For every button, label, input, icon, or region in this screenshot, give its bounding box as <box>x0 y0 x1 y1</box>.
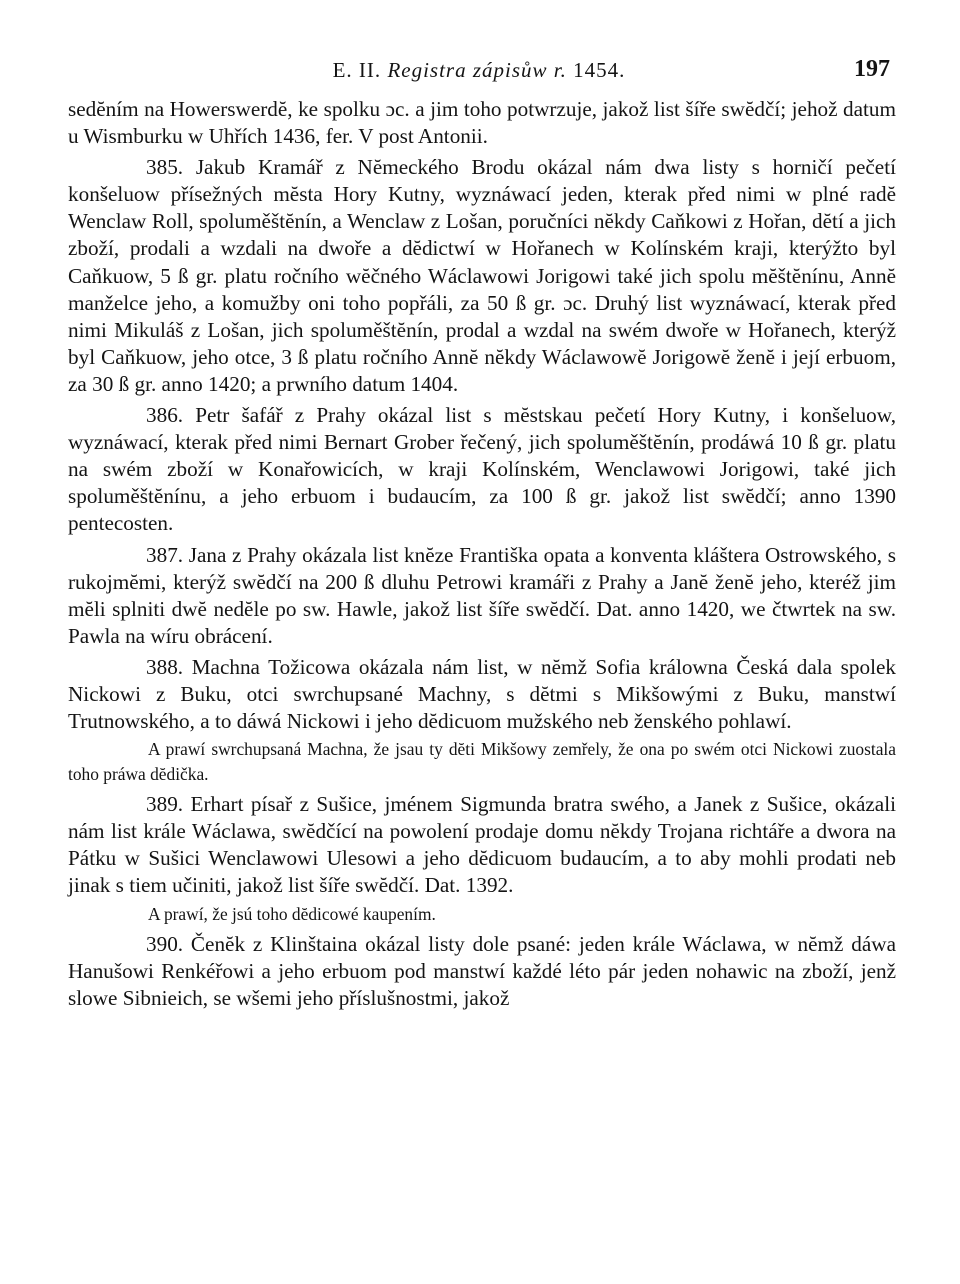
entry-386: 386. Petr šafář z Prahy okázal list s mĕstskau pečetí Hory Kutny, i konšeluow, wyznáwací, kterak před nimi Bernart Grober řečený, jich spoluměštĕnín, prodáwá 10 ß gr. platu na swém zboží w Konařowicích, w kraji Kolínském, Wenclawowi Jorigowi, také jich spoluměštĕnínu, a jeho erbuom i budaucím, za 100 ß gr. jakož list swĕdčí; anno 1390 pentecosten. <box>68 403 896 536</box>
running-head <box>68 58 890 83</box>
entry-390: 390. Čenĕk z Klinštaina okázal listy dole psané: jeden krále Wáclawa, w nĕmž dáwa Hanušowi Renkéřowi a jeho erbuom pod manstwí každé léto pár jeden nohawic na zboží, jenž slowe Sibnieich, se wšemi jeho příslušnostmi, jakož <box>68 931 896 1010</box>
paragraph-continued: sedĕním na Howerswerdĕ, ke spolku ɔc. a jim toho potwrzuje, jakož list šíře swĕdčí; jehož datum u Wismburku w Uhřích 1436, fer. V post Antonii. <box>68 97 896 149</box>
note-389: A prawí, že jsú toho dĕdicowé kaupením. <box>148 903 436 924</box>
note-388: A prawí swrchupsaná Machna, že jsau ty dĕti Mikšowy zemřely, že ona po swém otci Nickowi zuostala toho práwa dĕdička. <box>68 739 896 785</box>
entry-387: 387. Jana z Prahy okázala list knĕze Františka opata a konventa kláštera Ostrowského, s rukojmĕmi, kterýž swĕdčí na 200 ß dluhu Petrowi kramáři z Prahy a Janĕ ženĕ jeho, kteréž jim mĕli splniti dwĕ nedĕle po sw. Hawle, jakož list šíře swĕdčí. Dat. anno 1420, we čtwrtek na sw. Pawla na wíru obrácení. <box>68 542 896 648</box>
entry-388: 388. Machna Tožicowa okázala nám list, w nĕmž Sofia králowna Česká dala spolek Nickowi z Buku, otci swrchupsané Machny, s dĕtmi s Mikšowými z Buku, manstwí Trutnowského, a to dáwá Nickowi i jeho dĕdicuom mužského neb ženského pohlawí. <box>68 654 896 734</box>
header-year: 1454. <box>573 58 626 82</box>
series-label: E. II. <box>332 58 382 82</box>
page-number: 197 <box>854 56 890 82</box>
page-header <box>68 56 890 86</box>
header-title: Registra zápisůw r. <box>387 58 567 82</box>
body-text <box>68 96 896 1012</box>
entry-385: 385. Jakub Kramář z Nĕmeckého Brodu okázal nám dwa listy s horničí pečetí konšeluow přísežných mĕsta Hory Kutny, wyznáwací jeden, kterak před nimi w plné radĕ Wenclaw Roll, spoluměštĕnín, a Wenclaw z Lošan, poručníci nĕkdy Caňkowi z Hořan, dĕtí a jich zboží, prodali a wzdali na dwoře a dĕdictwí w Hořanech w Kolínském kraji, kterýžto byl Caňkuow, 5 ß gr. platu ročního wĕčného Wáclawowi Jorigowi také jich spolu mĕštĕnínu, Annĕ manželce jeho, a komužby oni toho popřáli, za 50 ß gr. ɔc. Druhý list wyznáwací, kterak před nimi Mikuláš z Lošan, jich spoluměštĕnín, prodal a wzdal na swém dwoře w Hořanech, kterýž byl Caňkuow, jeho otce, 3 ß platu ročního Annĕ nĕkdy Wáclawowĕ Jorigowĕ ženĕ i její erbuom, za 30 ß gr. anno 1420; a prwního datum 1404. <box>68 155 896 396</box>
entry-389: 389. Erhart písař z Sušice, jménem Sigmunda bratra swého, a Janek z Sušice, okázali nám list krále Wáclawa, swĕdčící na powolení prodaje domu nĕkdy Trojana richtáře a dwora na Pátku w Sušici Wenclawowi Ulesowi a jeho dĕdicuom budaucím, a to aby mohli prodati neb jinak s tiem učiniti, jakož list šíře swĕdčí. Dat. 1392. <box>68 792 896 898</box>
